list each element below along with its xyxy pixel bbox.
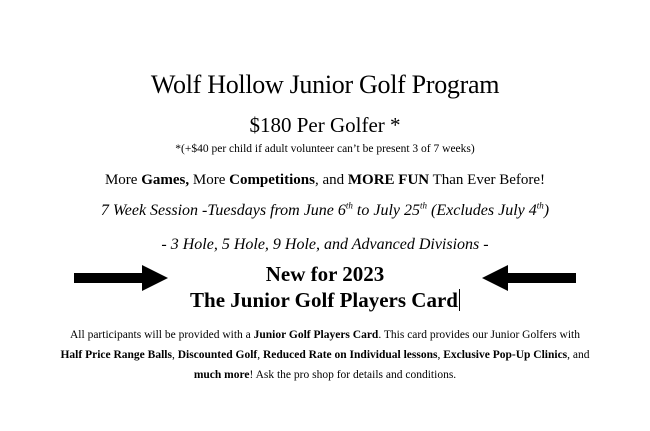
details-text: , bbox=[437, 349, 444, 361]
details-card-name: Junior Golf Players Card bbox=[253, 329, 379, 341]
ordinal-suffix: th bbox=[420, 200, 428, 211]
details-text: . This card provides our Junior Golfers with bbox=[378, 329, 580, 341]
session-text: 7 Week Session -Tuesdays from June 6 bbox=[100, 202, 346, 219]
tagline-more-fun: MORE FUN bbox=[347, 172, 430, 188]
price-line: $180 Per Golfer * bbox=[249, 113, 401, 137]
card-details-paragraph bbox=[60, 325, 590, 385]
tagline-text: More bbox=[189, 172, 230, 188]
players-card-title: The Junior Golf Players Card bbox=[190, 288, 458, 312]
details-text: , bbox=[257, 349, 263, 361]
divisions-line: - 3 Hole, 5 Hole, 9 Hole, and Advanced Divisions - bbox=[161, 236, 489, 253]
session-text: to July 25 bbox=[352, 202, 420, 219]
tagline-text: Than Ever Before! bbox=[429, 172, 546, 188]
details-lessons: Reduced Rate on Individual lessons bbox=[262, 349, 438, 361]
new-for-heading: New for 2023 bbox=[265, 262, 385, 286]
details-much-more: much more bbox=[193, 369, 250, 381]
tagline-games: Games, bbox=[141, 172, 190, 188]
details-discounted-golf: Discounted Golf bbox=[177, 349, 258, 361]
details-range-balls: Half Price Range Balls bbox=[60, 349, 172, 361]
details-text: , and bbox=[567, 349, 590, 361]
details-text: ! Ask the pro shop for details and conditions. bbox=[249, 369, 457, 381]
session-text: (Excludes July 4 bbox=[427, 202, 537, 219]
tagline-text: More bbox=[104, 172, 142, 188]
details-text: , bbox=[171, 349, 178, 361]
volunteer-footnote: *(+$40 per child if adult volunteer can’t be present 3 of 7 weeks) bbox=[175, 143, 475, 155]
details-clinics: Exclusive Pop-Up Clinics bbox=[443, 349, 568, 361]
tagline bbox=[0, 172, 650, 189]
program-title: Wolf Hollow Junior Golf Program bbox=[150, 70, 500, 99]
text-cursor bbox=[459, 289, 460, 311]
players-card-heading bbox=[0, 288, 650, 313]
details-text: All participants will be provided with a bbox=[70, 329, 254, 341]
session-text: ) bbox=[543, 202, 550, 219]
tagline-competitions: Competitions bbox=[229, 172, 315, 188]
ordinal-suffix: th bbox=[536, 200, 544, 211]
tagline-text: , and bbox=[314, 172, 348, 188]
session-dates bbox=[0, 202, 650, 220]
ordinal-suffix: th bbox=[345, 200, 353, 211]
